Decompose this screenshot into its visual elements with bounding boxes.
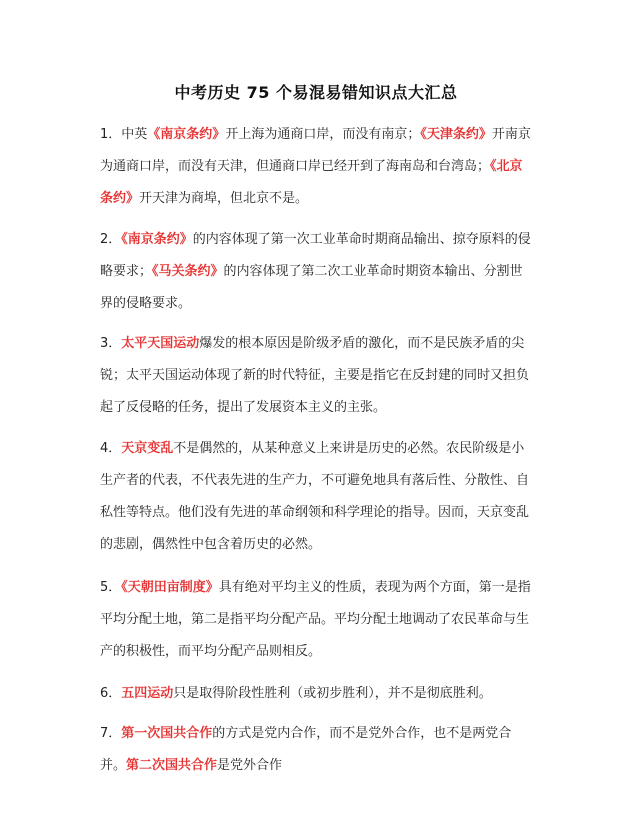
highlight-term: 《马关条约》 [152,264,224,279]
text-segment: 开南京为通商口岸，而没有天津，但通商口岸已经开到了海南岛和台湾岛； [100,127,531,174]
text-segment: 不是偶然的，从某种意义上来讲是历史的必然。农民阶级是小生产者的代表，不代表先进的生产力，不可避免地具有落后性、分散性、自私性等特点。他们没有先进的革命纲领和科学理论的指导。因而，天京变乱的悲剧，偶然性中包含着历史的必然。 [100,441,530,552]
highlight-term: 《南京条约》 [121,232,193,247]
paragraph-6 [100,678,532,710]
highlight-term: 第一次国共合作 [121,726,213,741]
paragraph-number: 5． [100,580,122,595]
paragraph-4 [100,433,532,561]
text-segment: 的内容体现了第一次工业革命时期商品输出、掠夺原料的侵略要求； [100,232,531,279]
paragraph-number: 1． [100,127,122,142]
highlight-term: 《南京条约》 [147,127,226,142]
paragraph-number: 6． [100,686,122,701]
paragraph-number: 7． [100,726,122,741]
text-segment: 的内容体现了第二次工业革命时期资本输出、分割世界的侵略要求。 [100,264,523,311]
page-title: 中考历史 75 个易混易错知识点大汇总 [174,83,458,102]
text-segment: 中英 [121,127,148,142]
paragraph-number: 3． [100,336,122,351]
text-segment: 开天津为商埠，但北京不是。 [139,191,309,206]
highlight-term: 第二次国共合作 [126,758,218,773]
paragraph-3 [100,328,532,424]
highlight-term: 天京变乱 [121,441,174,456]
text-segment: 开上海为通商口岸，而没有南京； [225,127,421,142]
text-segment: 是党外合作 [217,758,283,773]
paragraph-number: 4． [100,441,122,456]
text-segment: 具有绝对平均主义的性质，表现为两个方面，第一是指平均分配土地，第二是指平均分配产品。平均分配土地调动了农民革命与生产的积极性，而平均分配产品则相反。 [100,580,531,659]
text-segment: 爆发的根本原因是阶级矛盾的激化，而不是民族矛盾的尖锐；太平天国运动体现了新的时代特征，主要是指它在反封建的同时又担负起了反侵略的任务，提出了发展资本主义的主张。 [100,336,530,415]
paragraph-2 [100,224,532,320]
paragraph-1 [100,119,532,215]
highlight-term: 五四运动 [121,686,174,701]
text-segment: 的方式是党内合作，而不是党外合作，也不是两党合并。 [100,726,512,773]
paragraph-number: 2． [100,232,122,247]
highlight-term: 《北京条约》 [100,159,523,206]
highlight-term: 《天津条约》 [420,127,492,142]
text-segment: 只是取得阶段性胜利（或初步胜利），并不是彻底胜利。 [173,686,492,701]
highlight-term: 太平天国运动 [121,336,200,351]
paragraph-5 [100,572,532,668]
highlight-term: 《天朝田亩制度》 [121,580,219,595]
paragraph-7 [100,718,532,782]
